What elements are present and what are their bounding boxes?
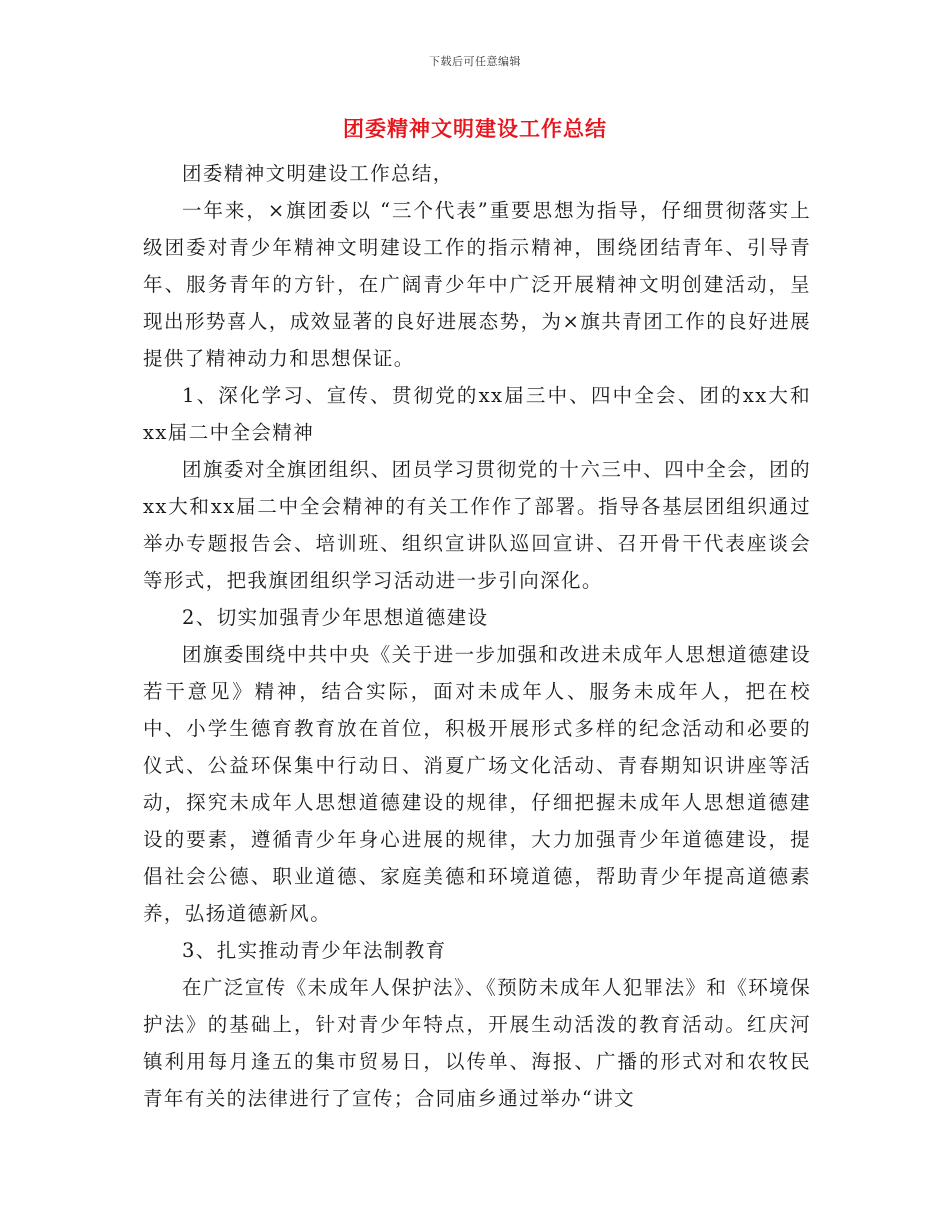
document-title: 团委精神文明建设工作总结 [343, 117, 607, 141]
page-header-note: 下载后可任意编辑 [429, 55, 521, 68]
paragraph-section-2: 团旗委围绕中共中央《关于进一步加强和改进未成年人思想道德建设若干意见》精神，结合实际，面对未成年人、服务未成年人，把在校中、小学生德育教育放在首位，积极开展形式多样的纪念活动和必要的仪式、公益环保集中行动日、消夏广场文化活动、青春期知识讲座等活动，探究未成年人思想道德建设的规律，仔细把握未成年人思想道德建设的要素，遵循青少年身心进展的规律，大力加强青少年道德建设，提倡社会公德、职业道德、家庭美德和环境道德，帮助青少年提高道德素养，弘扬道德新风。 [143, 643, 811, 925]
document-body [143, 155, 811, 1117]
paragraph-section-3: 在广泛宣传《未成年人保护法》、《预防未成年人犯罪法》和《环境保护法》的基础上，针对青少年特点，开展生动活泼的教育活动。红庆河镇利用每月逢五的集市贸易日，以传单、海报、广播的形式对和农牧民青年有关的法律进行了宣传；合同庙乡通过举办“讲文 [143, 976, 811, 1110]
section-heading-3: 3、扎实推动青少年法制教育 [182, 939, 447, 962]
paragraph-intro: 团委精神文明建设工作总结， [182, 162, 454, 185]
section-heading-2: 2、切实加强青少年思想道德建设 [182, 606, 489, 629]
paragraph-section-1: 团旗委对全旗团组织、团员学习贯彻党的十六三中、四中全会，团的xx大和xx届二中全会精神的有关工作作了部署。指导各基层团组织通过举办专题报告会、培训班、组织宣讲队巡回宣讲、召开骨干代表座谈会等形式，把我旗团组织学习活动进一步引向深化。 [143, 458, 811, 592]
paragraph-overview: 一年来，×旗团委以 “三个代表”重要思想为指导，仔细贯彻落实上级团委对青少年精神文明建设工作的指示精神，围绕团结青年、引导青年、服务青年的方针，在广阔青少年中广泛开展精神文明创建活动，呈现出形势喜人，成效显著的良好进展态势，为×旗共青团工作的良好进展提供了精神动力和思想保证。 [143, 199, 811, 370]
section-heading-1: 1、深化学习、宣传、贯彻党的xx届三中、四中全会、团的xx大和xx届二中全会精神 [143, 384, 811, 444]
